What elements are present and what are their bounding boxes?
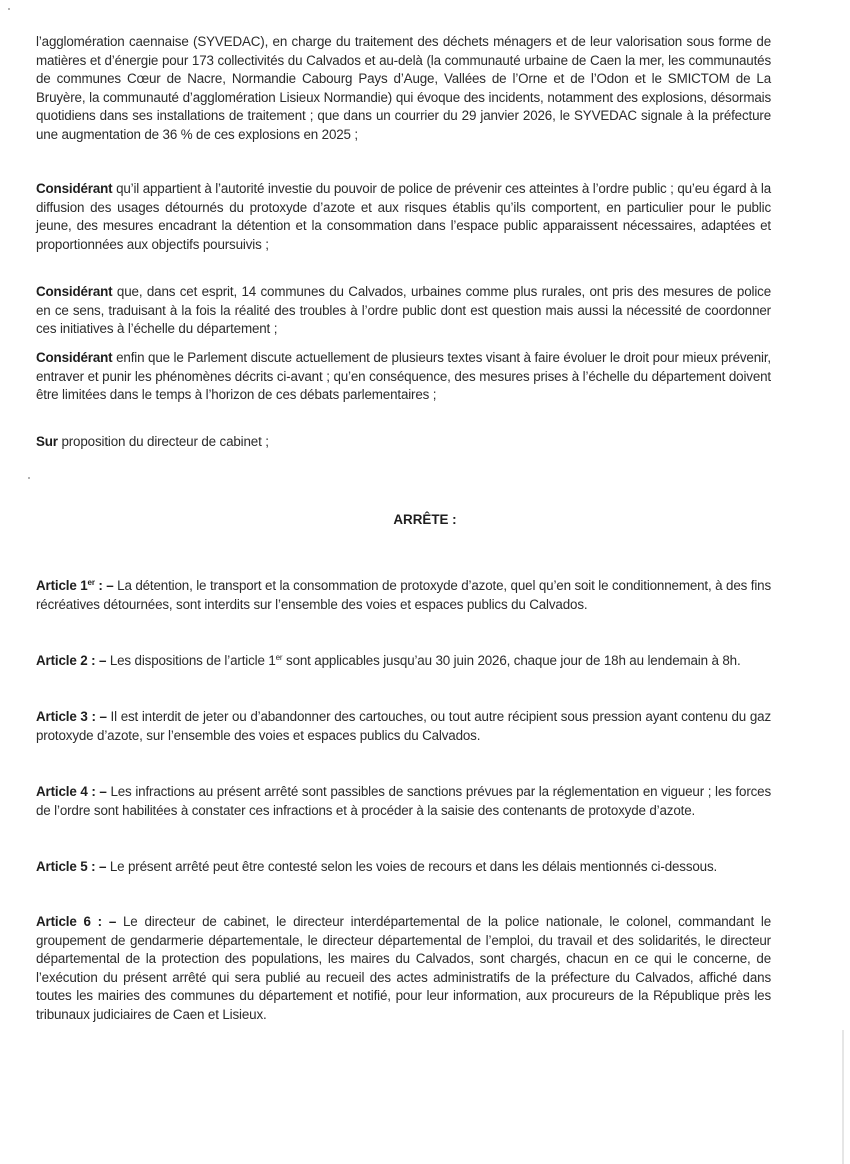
article-6 xyxy=(36,913,771,1025)
considerant-text: enfin que le Parlement discute actuellement de plusieurs textes visant à faire évoluer le droit pour mieux prévenir, entraver et punir les phénomènes décrits ci-avant ; qu’en conséquence, des mesures prises à l’échelle du département doivent être limitées dans le temps à l’horizon de ces débats parlementaires ; xyxy=(36,350,771,403)
article-label: Article 6 : – xyxy=(36,914,117,929)
article-label: Article 4 : – xyxy=(36,784,107,799)
intro-paragraph: l’agglomération caennaise (SYVEDAC), en charge du traitement des déchets ménagers et de leur valorisation sous forme de matières et d’énergie pour 173 collectivités du Calvados et au-delà (la communauté urbaine de Caen la mer, les communautés de communes Cœur de Nacre, Normandie Cabourg Pays d’Auge, Vallées de l’Orne et de l’Odon et le SMICTOM de La Bruyère, la communauté d’agglomération Lisieux Normandie) qui évoque des incidents, notamment des explosions, désormais quotidiens dans ses installations de traitement ; que dans un courrier du 29 janvier 2026, le SYVEDAC signale à la préfecture une augmentation de 36 % de ces explosions en 2025 ; xyxy=(36,34,771,142)
article-label: Article 5 : – xyxy=(36,859,107,874)
considerant-1 xyxy=(36,180,771,254)
considerant-3 xyxy=(36,349,771,405)
proposal xyxy=(36,433,771,452)
article-text: La détention, le transport et la consommation de protoxyde d’azote, quel qu’en soit le conditionnement, à des fins récréatives détournées, sont interdits sur l’ensemble des voies et espaces publics du Calvados. xyxy=(36,578,771,612)
proposal-text: proposition du directeur de cabinet ; xyxy=(57,434,269,449)
article-text: Le présent arrêté peut être contesté selon les voies de recours et dans les délais mentionnés ci-dessous. xyxy=(106,859,718,874)
considerant-text: qu’il appartient à l’autorité investie du pouvoir de police de prévenir ces atteintes à l’ordre public ; qu’eu égard à la diffusion des usages détournés du protoxyde d’azote et aux risques établis qu’ils comportent, en particulier pour le public jeune, des mesures encadrant la détention et la consommation dans l’espace public apparaissent nécessaires, adaptées et proportionnées aux objectifs poursuivis ; xyxy=(36,181,771,252)
considerant-keyword: Considérant xyxy=(36,350,113,365)
proposal-keyword: Sur xyxy=(36,434,58,449)
scan-speck xyxy=(28,477,30,479)
article-4 xyxy=(36,783,771,820)
scan-speck xyxy=(8,8,10,10)
decision-title: ARRÊTE : xyxy=(393,512,457,527)
preamble-intro xyxy=(36,33,771,145)
considerant-keyword: Considérant xyxy=(36,181,113,196)
considerant-text: que, dans cet esprit, 14 communes du Calvados, urbaines comme plus rurales, ont pris des mesures de police en ce sens, traduisant à la fois la réalité des troubles à l’ordre public dont est question mais aussi la nécessité de coordonner ces initiatives à l’échelle du département ; xyxy=(36,284,771,337)
article-5 xyxy=(36,858,771,877)
article-label: Article 3 : – xyxy=(36,709,107,724)
article-text: Il est interdit de jeter ou d’abandonner des cartouches, ou tout autre récipient sous pression ayant contenu du gaz protoxyde d’azote, sur l’ensemble des voies et espaces publics du Calvados. xyxy=(36,709,771,743)
scan-edge-shadow xyxy=(842,1030,844,1164)
article-3 xyxy=(36,708,771,745)
considerant-2 xyxy=(36,283,771,339)
article-label: Article 2 : – xyxy=(36,653,107,668)
article-2 xyxy=(36,652,771,671)
article-text: Le directeur de cabinet, le directeur interdépartemental de la police nationale, le colonel, commandant le groupement de gendarmerie départementale, le directeur départemental de l’emploi, du travail et des solidarités, le directeur départemental de la protection des populations, les maires du Calvados, sont chargés, chacun en ce qui le concerne, de l’exécution du présent arrêté qui sera publié au recueil des actes administratifs de la préfecture du Calvados, affiché dans toutes les mairies des communes du département et notifié, pour leur information, aux procureurs de la République près les tribunaux judiciaires de Caen et Lisieux. xyxy=(36,914,772,1022)
article-label: Article 1er : – xyxy=(36,578,114,593)
article-1 xyxy=(36,577,771,614)
article-text: Les infractions au présent arrêté sont passibles de sanctions prévues par la réglementation en vigueur ; les forces de l’ordre sont habilitées à constater ces infractions et à procéder à la saisie des contenants de protoxyde d’azote. xyxy=(36,784,772,818)
considerant-keyword: Considérant xyxy=(36,284,113,299)
article-text: Les dispositions de l’article 1er sont applicables jusqu’au 30 juin 2026, chaque jour de 18h au lendemain à 8h. xyxy=(106,653,741,668)
